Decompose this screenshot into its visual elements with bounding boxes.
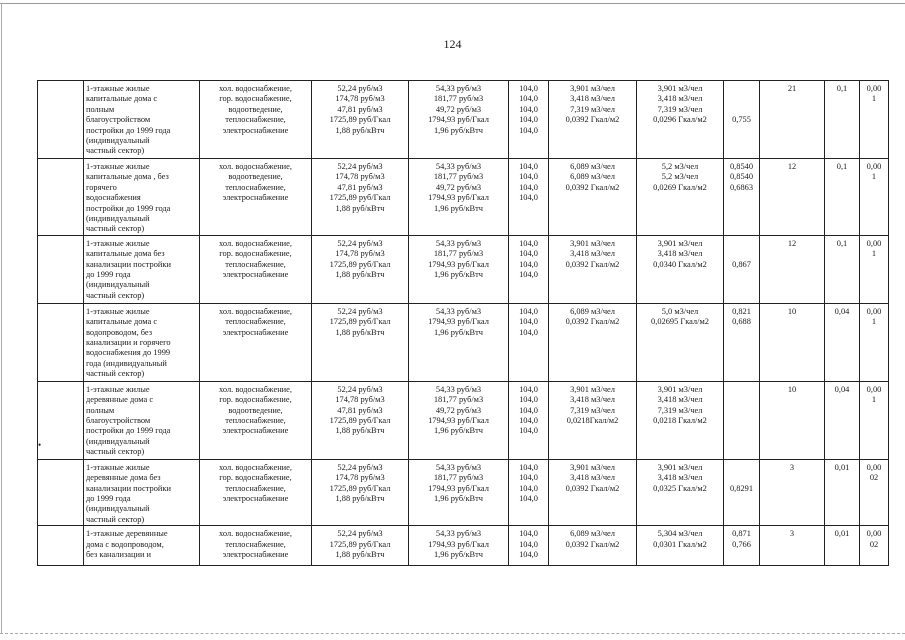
building-type-cell: 1-этажные жилые капитальные дома , без горячего водоснабжения постройки до 1999 года (индивидуальный частный сектор) bbox=[84, 159, 200, 236]
coefficient-cell: 0,8291 bbox=[724, 459, 760, 525]
table-body bbox=[38, 81, 889, 566]
weight-cell: 0,00 1 bbox=[860, 303, 889, 381]
row-number-cell bbox=[38, 81, 84, 159]
coefficient-cell: 0,755 bbox=[724, 81, 760, 159]
table-row bbox=[38, 459, 889, 525]
page-top-border bbox=[0, 3, 905, 4]
tariff-old-cell: 52,24 руб/м3 174,78 руб/м3 47,81 руб/м3 1725,89 руб/Гкал 1,88 руб/кВтч bbox=[312, 159, 409, 236]
building-type-cell: 1-этажные деревянные дома с водопроводом, без канализации и bbox=[84, 526, 200, 566]
table-row bbox=[38, 381, 889, 459]
norm-new-cell: 3,901 м3/чел 3,418 м3/чел 0,0325 Гкал/м2 bbox=[637, 459, 724, 525]
norm-new-cell: 3,901 м3/чел 3,418 м3/чел 7,319 м3/чел 0,0296 Гкал/м2 bbox=[637, 81, 724, 159]
share-cell: 0,04 bbox=[825, 303, 860, 381]
index-cell: 104,0 104,0 104,0 104,0 bbox=[509, 459, 549, 525]
index-cell: 104,0 104,0 104,0 bbox=[509, 303, 549, 381]
share-cell: 0,04 bbox=[825, 381, 860, 459]
coefficient-cell: 0,821 0,688 bbox=[724, 303, 760, 381]
tariff-old-cell: 52,24 руб/м3 174,78 руб/м3 1725,89 руб/Гкал 1,88 руб/кВтч bbox=[312, 235, 409, 303]
building-type-cell: 1-этажные жилые деревянные дома с полным благоустройством постройки до 1999 года (индивидуальный частный сектор) bbox=[84, 381, 200, 459]
utilities-cell: хол. водоснабжение, гор. водоснабжение, водоотведение, теплоснабжение, электроснабжение bbox=[200, 81, 312, 159]
weight-cell: 0,00 1 bbox=[860, 159, 889, 236]
scan-artifact-dot: • bbox=[38, 440, 42, 450]
weight-cell: 0,00 02 bbox=[860, 459, 889, 525]
weight-cell: 0,00 1 bbox=[860, 81, 889, 159]
tariff-old-cell: 52,24 руб/м3 174,78 руб/м3 1725,89 руб/Гкал 1,88 руб/кВтч bbox=[312, 459, 409, 525]
tariff-new-cell: 54,33 руб/м3 181,77 руб/м3 1794,93 руб/Гкал 1,96 руб/кВтч bbox=[409, 235, 509, 303]
page-bottom-border bbox=[0, 633, 905, 634]
tariff-old-cell: 52,24 руб/м3 174,78 руб/м3 47,81 руб/м3 1725,89 руб/Гкал 1,88 руб/кВтч bbox=[312, 381, 409, 459]
norm-new-cell: 5,0 м3/чел 0,02695 Гкал/м2 bbox=[637, 303, 724, 381]
index-cell: 104,0 104,0 104,0 104,0 104,0 bbox=[509, 381, 549, 459]
tariff-new-cell: 54,33 руб/м3 181,77 руб/м3 49,72 руб/м3 1794,93 руб/Гкал 1,96 руб/кВтч bbox=[409, 159, 509, 236]
row-number-cell bbox=[38, 526, 84, 566]
tariff-new-cell: 54,33 руб/м3 181,77 руб/м3 1794,93 руб/Гкал 1,96 руб/кВтч bbox=[409, 459, 509, 525]
weight-cell: 0,00 1 bbox=[860, 235, 889, 303]
utilities-cell: хол. водоснабжение, теплоснабжение, электроснабжение bbox=[200, 303, 312, 381]
table-row bbox=[38, 235, 889, 303]
count-cell: 10 bbox=[760, 303, 825, 381]
norm-new-cell: 5,2 м3/чел 5,2 м3/чел 0,0269 Гкал/м2 bbox=[637, 159, 724, 236]
tariff-old-cell: 52,24 руб/м3 174,78 руб/м3 47,81 руб/м3 1725,89 руб/Гкал 1,88 руб/кВтч bbox=[312, 81, 409, 159]
weight-cell: 0,00 1 bbox=[860, 381, 889, 459]
row-number-cell bbox=[38, 159, 84, 236]
norm-new-cell: 3,901 м3/чел 3,418 м3/чел 0,0340 Гкал/м2 bbox=[637, 235, 724, 303]
building-type-cell: 1-этажные жилые капитальные дома с водопроводом, без канализации и горячего водоснабжения до 1999 года (индивидуальный частный сектор) bbox=[84, 303, 200, 381]
norm-old-cell: 3,901 м3/чел 3,418 м3/чел 7,319 м3/чел 0,0392 Гкал/м2 bbox=[549, 81, 637, 159]
count-cell: 21 bbox=[760, 81, 825, 159]
count-cell: 3 bbox=[760, 459, 825, 525]
weight-cell: 0,00 02 bbox=[860, 526, 889, 566]
utilities-cell: хол. водоснабжение, гор. водоснабжение, теплоснабжение, электроснабжение bbox=[200, 459, 312, 525]
share-cell: 0,1 bbox=[825, 159, 860, 236]
table-row bbox=[38, 526, 889, 566]
norm-old-cell: 3,901 м3/чел 3,418 м3/чел 0,0392 Гкал/м2 bbox=[549, 235, 637, 303]
utilities-cell: хол. водоснабжение, теплоснабжение, электроснабжение bbox=[200, 526, 312, 566]
index-cell: 104,0 104,0 104,0 104,0 bbox=[509, 159, 549, 236]
norm-old-cell: 3,901 м3/чел 3,418 м3/чел 7,319 м3/чел 0,0218Гкал/м2 bbox=[549, 381, 637, 459]
count-cell: 12 bbox=[760, 159, 825, 236]
table-row bbox=[38, 81, 889, 159]
row-number-cell bbox=[38, 459, 84, 525]
norms-table bbox=[37, 80, 889, 566]
index-cell: 104,0 104,0 104,0 bbox=[509, 526, 549, 566]
norm-new-cell: 3,901 м3/чел 3,418 м3/чел 7,319 м3/чел 0,0218 Гкал/м2 bbox=[637, 381, 724, 459]
count-cell: 10 bbox=[760, 381, 825, 459]
table-row bbox=[38, 303, 889, 381]
norm-old-cell: 3,901 м3/чел 3,418 м3/чел 0,0392 Гкал/м2 bbox=[549, 459, 637, 525]
count-cell: 3 bbox=[760, 526, 825, 566]
building-type-cell: 1-этажные жилые деревянные дома без канализации постройки до 1999 года (индивидуальный частный сектор) bbox=[84, 459, 200, 525]
coefficient-cell: 0,867 bbox=[724, 235, 760, 303]
tariff-old-cell: 52,24 руб/м3 1725,89 руб/Гкал 1,88 руб/кВтч bbox=[312, 526, 409, 566]
page-left-border bbox=[1, 3, 2, 633]
norm-old-cell: 6,089 м3/чел 0,0392 Гкал/м2 bbox=[549, 303, 637, 381]
share-cell: 0,01 bbox=[825, 526, 860, 566]
utilities-cell: хол. водоснабжение, гор. водоснабжение, теплоснабжение, электроснабжение bbox=[200, 235, 312, 303]
norm-old-cell: 6,089 м3/чел 0,0392 Гкал/м2 bbox=[549, 526, 637, 566]
row-number-cell bbox=[38, 303, 84, 381]
table-row bbox=[38, 159, 889, 236]
share-cell: 0,01 bbox=[825, 459, 860, 525]
norm-new-cell: 5,304 м3/чел 0,0301 Гкал/м2 bbox=[637, 526, 724, 566]
tariff-new-cell: 54,33 руб/м3 181,77 руб/м3 49,72 руб/м3 1794,93 руб/Гкал 1,96 руб/кВтч bbox=[409, 81, 509, 159]
coefficient-cell: 0,871 0,766 bbox=[724, 526, 760, 566]
coefficient-cell bbox=[724, 381, 760, 459]
tariff-new-cell: 54,33 руб/м3 1794,93 руб/Гкал 1,96 руб/кВтч bbox=[409, 526, 509, 566]
building-type-cell: 1-этажные жилые капитальные дома с полным благоустройством постройки до 1999 года (индивидуальный частный сектор) bbox=[84, 81, 200, 159]
utilities-cell: хол. водоснабжение, гор. водоснабжение, водоотведение, теплоснабжение, электроснабжение bbox=[200, 381, 312, 459]
building-type-cell: 1-этажные жилые капитальные дома без канализации постройки до 1999 года (индивидуальный частный сектор) bbox=[84, 235, 200, 303]
index-cell: 104,0 104,0 104,0 104,0 bbox=[509, 235, 549, 303]
coefficient-cell: 0,8540 0,8540 0,6863 bbox=[724, 159, 760, 236]
norm-old-cell: 6,089 м3/чел 6,089 м3/чел 0,0392 Гкал/м2 bbox=[549, 159, 637, 236]
tariff-old-cell: 52,24 руб/м3 1725,89 руб/Гкал 1,88 руб/кВтч bbox=[312, 303, 409, 381]
row-number-cell bbox=[38, 381, 84, 459]
utilities-cell: хол. водоснабжение, водоотведение, теплоснабжение, электроснабжение bbox=[200, 159, 312, 236]
count-cell: 12 bbox=[760, 235, 825, 303]
row-number-cell bbox=[38, 235, 84, 303]
tariff-new-cell: 54,33 руб/м3 181,77 руб/м3 49,72 руб/м3 1794,93 руб/Гкал 1,96 руб/кВтч bbox=[409, 381, 509, 459]
page-number: 124 bbox=[443, 37, 462, 51]
share-cell: 0,1 bbox=[825, 81, 860, 159]
share-cell: 0,1 bbox=[825, 235, 860, 303]
tariff-new-cell: 54,33 руб/м3 1794,93 руб/Гкал 1,96 руб/кВтч bbox=[409, 303, 509, 381]
index-cell: 104,0 104,0 104,0 104,0 104,0 bbox=[509, 81, 549, 159]
